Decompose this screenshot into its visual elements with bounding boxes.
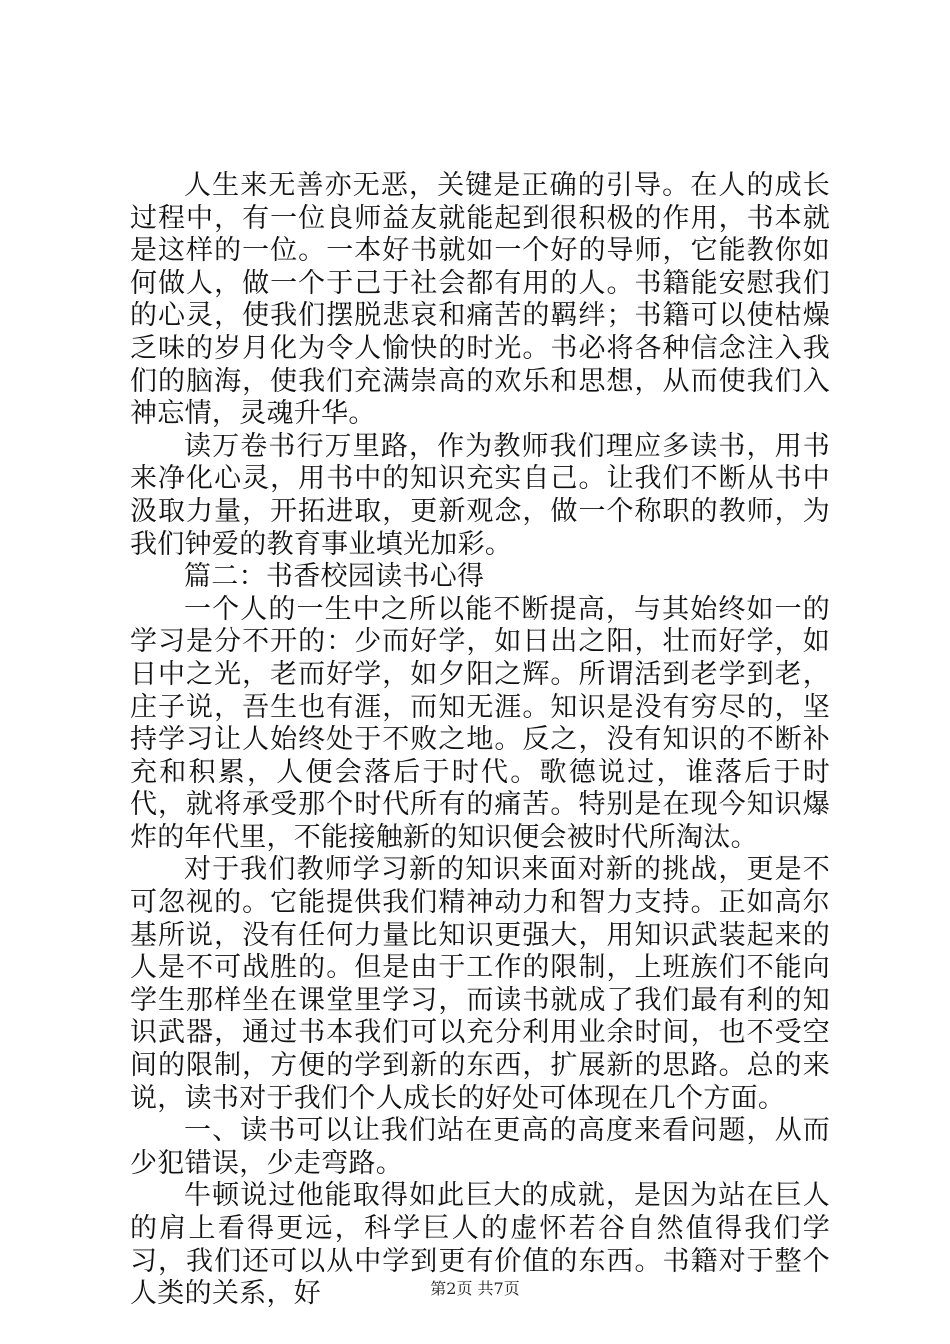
paragraph: 牛顿说过他能取得如此巨大的成就，是因为站在巨人的肩上看得更远，科学巨人的虚怀若谷自然值得我们学习，我们还可以从中学到更有价值的东西。书籍对于整个人类的关系，好 bbox=[130, 1180, 830, 1310]
paragraph: 人生来无善亦无恶，关键是正确的引导。在人的成长过程中，有一位良师益友就能起到很积极的作用，书本就是这样的一位。一本好书就如一个好的导师，它能教你如何做人，做一个于己于社会都有用的人。书籍能安慰我们的心灵，使我们摆脱悲哀和痛苦的羁绊；书籍可以使枯燥乏味的岁月化为令人愉快的时光。书必将各种信念注入我们的脑海，使我们充满崇高的欢乐和思想，从而使我们入神忘情，灵魂升华。 bbox=[130, 170, 830, 430]
paragraph: 一个人的一生中之所以能不断提高，与其始终如一的学习是分不开的：少而好学，如日出之阳，壮而好学，如日中之光，老而好学，如夕阳之辉。所谓活到老学到老，庄子说，吾生也有涯，而知无涯。知识是没有穷尽的，坚持学习让人始终处于不败之地。反之，没有知识的不断补充和积累，人便会落后于时代。歌德说过，谁落后于时代，就将承受那个时代所有的痛苦。特别是在现今知识爆炸的年代里，不能接触新的知识便会被时代所淘汰。 bbox=[130, 593, 830, 853]
body-text bbox=[130, 170, 830, 1311]
paragraph: 读万卷书行万里路，作为教师我们理应多读书，用书来净化心灵，用书中的知识充实自己。让我们不断从书中汲取力量，开拓进取，更新观念，做一个称职的教师，为我们钟爱的教育事业填光加彩。 bbox=[130, 430, 830, 560]
section-heading: 篇二：书香校园读书心得 bbox=[184, 561, 485, 593]
paragraph: 对于我们教师学习新的知识来面对新的挑战，更是不可忽视的。它能提供我们精神动力和智力支持。正如高尔基所说，没有任何力量比知识更强大，用知识武装起来的人是不可战胜的。但是由于工作的限制，上班族们不能向学生那样坐在课堂里学习，而读书就成了我们最有利的知识武器，通过书本我们可以充分利用业余时间，也不受空间的限制，方便的学到新的东西，扩展新的思路。总的来说，读书对于我们个人成长的好处可体现在几个方面。 bbox=[130, 854, 830, 1114]
page-footer: 第2页 共7页 bbox=[430, 1279, 520, 1298]
paragraph: 一、读书可以让我们站在更高的高度来看问题，从而少犯错误，少走弯路。 bbox=[130, 1115, 830, 1179]
